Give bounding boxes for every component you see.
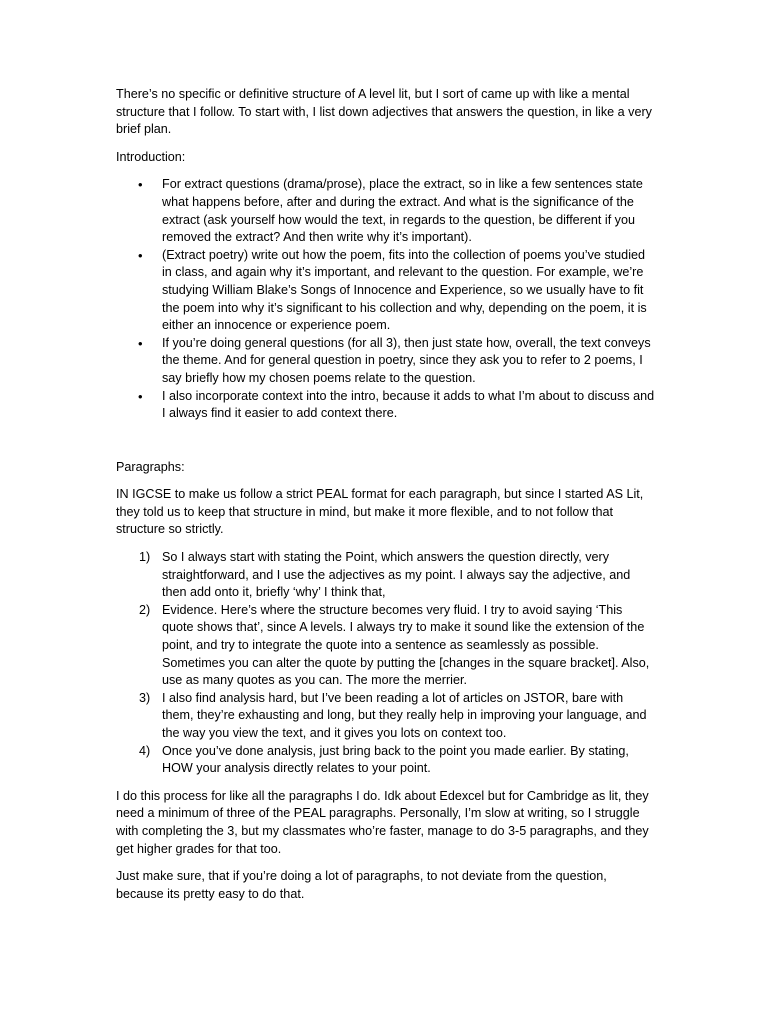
document-page (116, 86, 656, 913)
closing-paragraph: Just make sure, that if you’re doing a lot of paragraphs, to not deviate from the question, because its pretty easy to do that. (116, 869, 607, 901)
list-item-text: I also find analysis hard, but I’ve been reading a lot of articles on JSTOR, bare with them, they’re exhausting and long, but they really help in improving your language, and the way you view the text, and it gives you lots on context too. (162, 690, 647, 740)
paragraphs-heading: Paragraphs: (116, 459, 185, 474)
list-number: 4) (139, 743, 151, 758)
list-item (116, 602, 656, 690)
bullet-icon: • (138, 177, 143, 193)
peal-paragraph: IN IGCSE to make us follow a strict PEAL format for each paragraph, but since I started AS Lit, they told us to keep that structure in mind, but make it more flexible, and to not follow that structure so strictly. (116, 487, 644, 537)
list-number: 1) (139, 550, 151, 565)
bullet-icon: • (138, 335, 143, 351)
intro-paragraph: There’s no specific or definitive structure of A level lit, but I sort of came up with like a mental structure that I follow. To start with, I list down adjectives that answers the question, in like a very brief plan. (116, 87, 652, 137)
list-item (116, 335, 656, 388)
list-item-text: Evidence. Here’s where the structure becomes very fluid. I try to avoid saying ‘This quote shows that’, since A levels. I always try to make it sound like the extension of the point, and try to integrate the quote into a sentence as seamlessly as possible. Sometimes you can alter the quote by putting the [changes in the square bracket]. Also, use as many quotes as you can. The more the merrier. (162, 602, 650, 688)
list-item-text: For extract questions (drama/prose), place the extract, so in like a few sentences state what happens before, after and during the extract. And what is the significance of the extract (ask yourself how would the text, in regards to the question, be different if you removed the extract? And then write why it’s important). (162, 177, 643, 245)
list-item (116, 388, 656, 423)
process-paragraph: I do this process for like all the paragraphs I do. Idk about Edexcel but for Cambridge as lit, they need a minimum of three of the PEAL paragraphs. Personally, I’m slow at writing, so I struggle with completing the 3, but my classmates who’re faster, manage to do 3-5 paragraphs, and they get higher grades for that too. (116, 788, 649, 856)
bullet-icon: • (138, 247, 143, 263)
list-item-text: (Extract poetry) write out how the poem, fits into the collection of poems you’ve studied in class, and again why it’s important, and relevant to the question. For example, we’re studying William Blake’s Songs of Innocence and Experience, so we usually have to fit the poem into why it’s significant to his collection and why, depending on the poem, it is either an innocence or experience poem. (162, 247, 647, 333)
list-item (116, 549, 656, 602)
list-item-text: So I always start with stating the Point, which answers the question directly, very straightforward, and I use the adjectives as my point. I always say the adjective, and then add onto it, briefly ‘why’ I think that, (162, 550, 631, 600)
list-item-text: Once you’ve done analysis, just bring back to the point you made earlier. By stating, HOW your analysis directly relates to your point. (162, 743, 629, 776)
introduction-heading: Introduction: (116, 149, 186, 164)
list-item-text: I also incorporate context into the intro, because it adds to what I’m about to discuss and I always find it easier to add context there. (162, 388, 655, 421)
list-item (116, 176, 656, 246)
list-number: 2) (139, 602, 151, 617)
bullet-icon: • (138, 388, 143, 404)
introduction-bullet-list (116, 176, 656, 422)
list-item (116, 690, 656, 743)
blank-line (116, 433, 656, 459)
list-item-text: If you’re doing general questions (for all 3), then just state how, overall, the text conveys the theme. And for general question in poetry, since they ask you to refer to 2 poems, I say briefly how my chosen poems relate to the question. (162, 335, 651, 385)
list-item (116, 247, 656, 335)
list-number: 3) (139, 690, 151, 705)
list-item (116, 743, 656, 778)
peal-numbered-list (116, 549, 656, 778)
